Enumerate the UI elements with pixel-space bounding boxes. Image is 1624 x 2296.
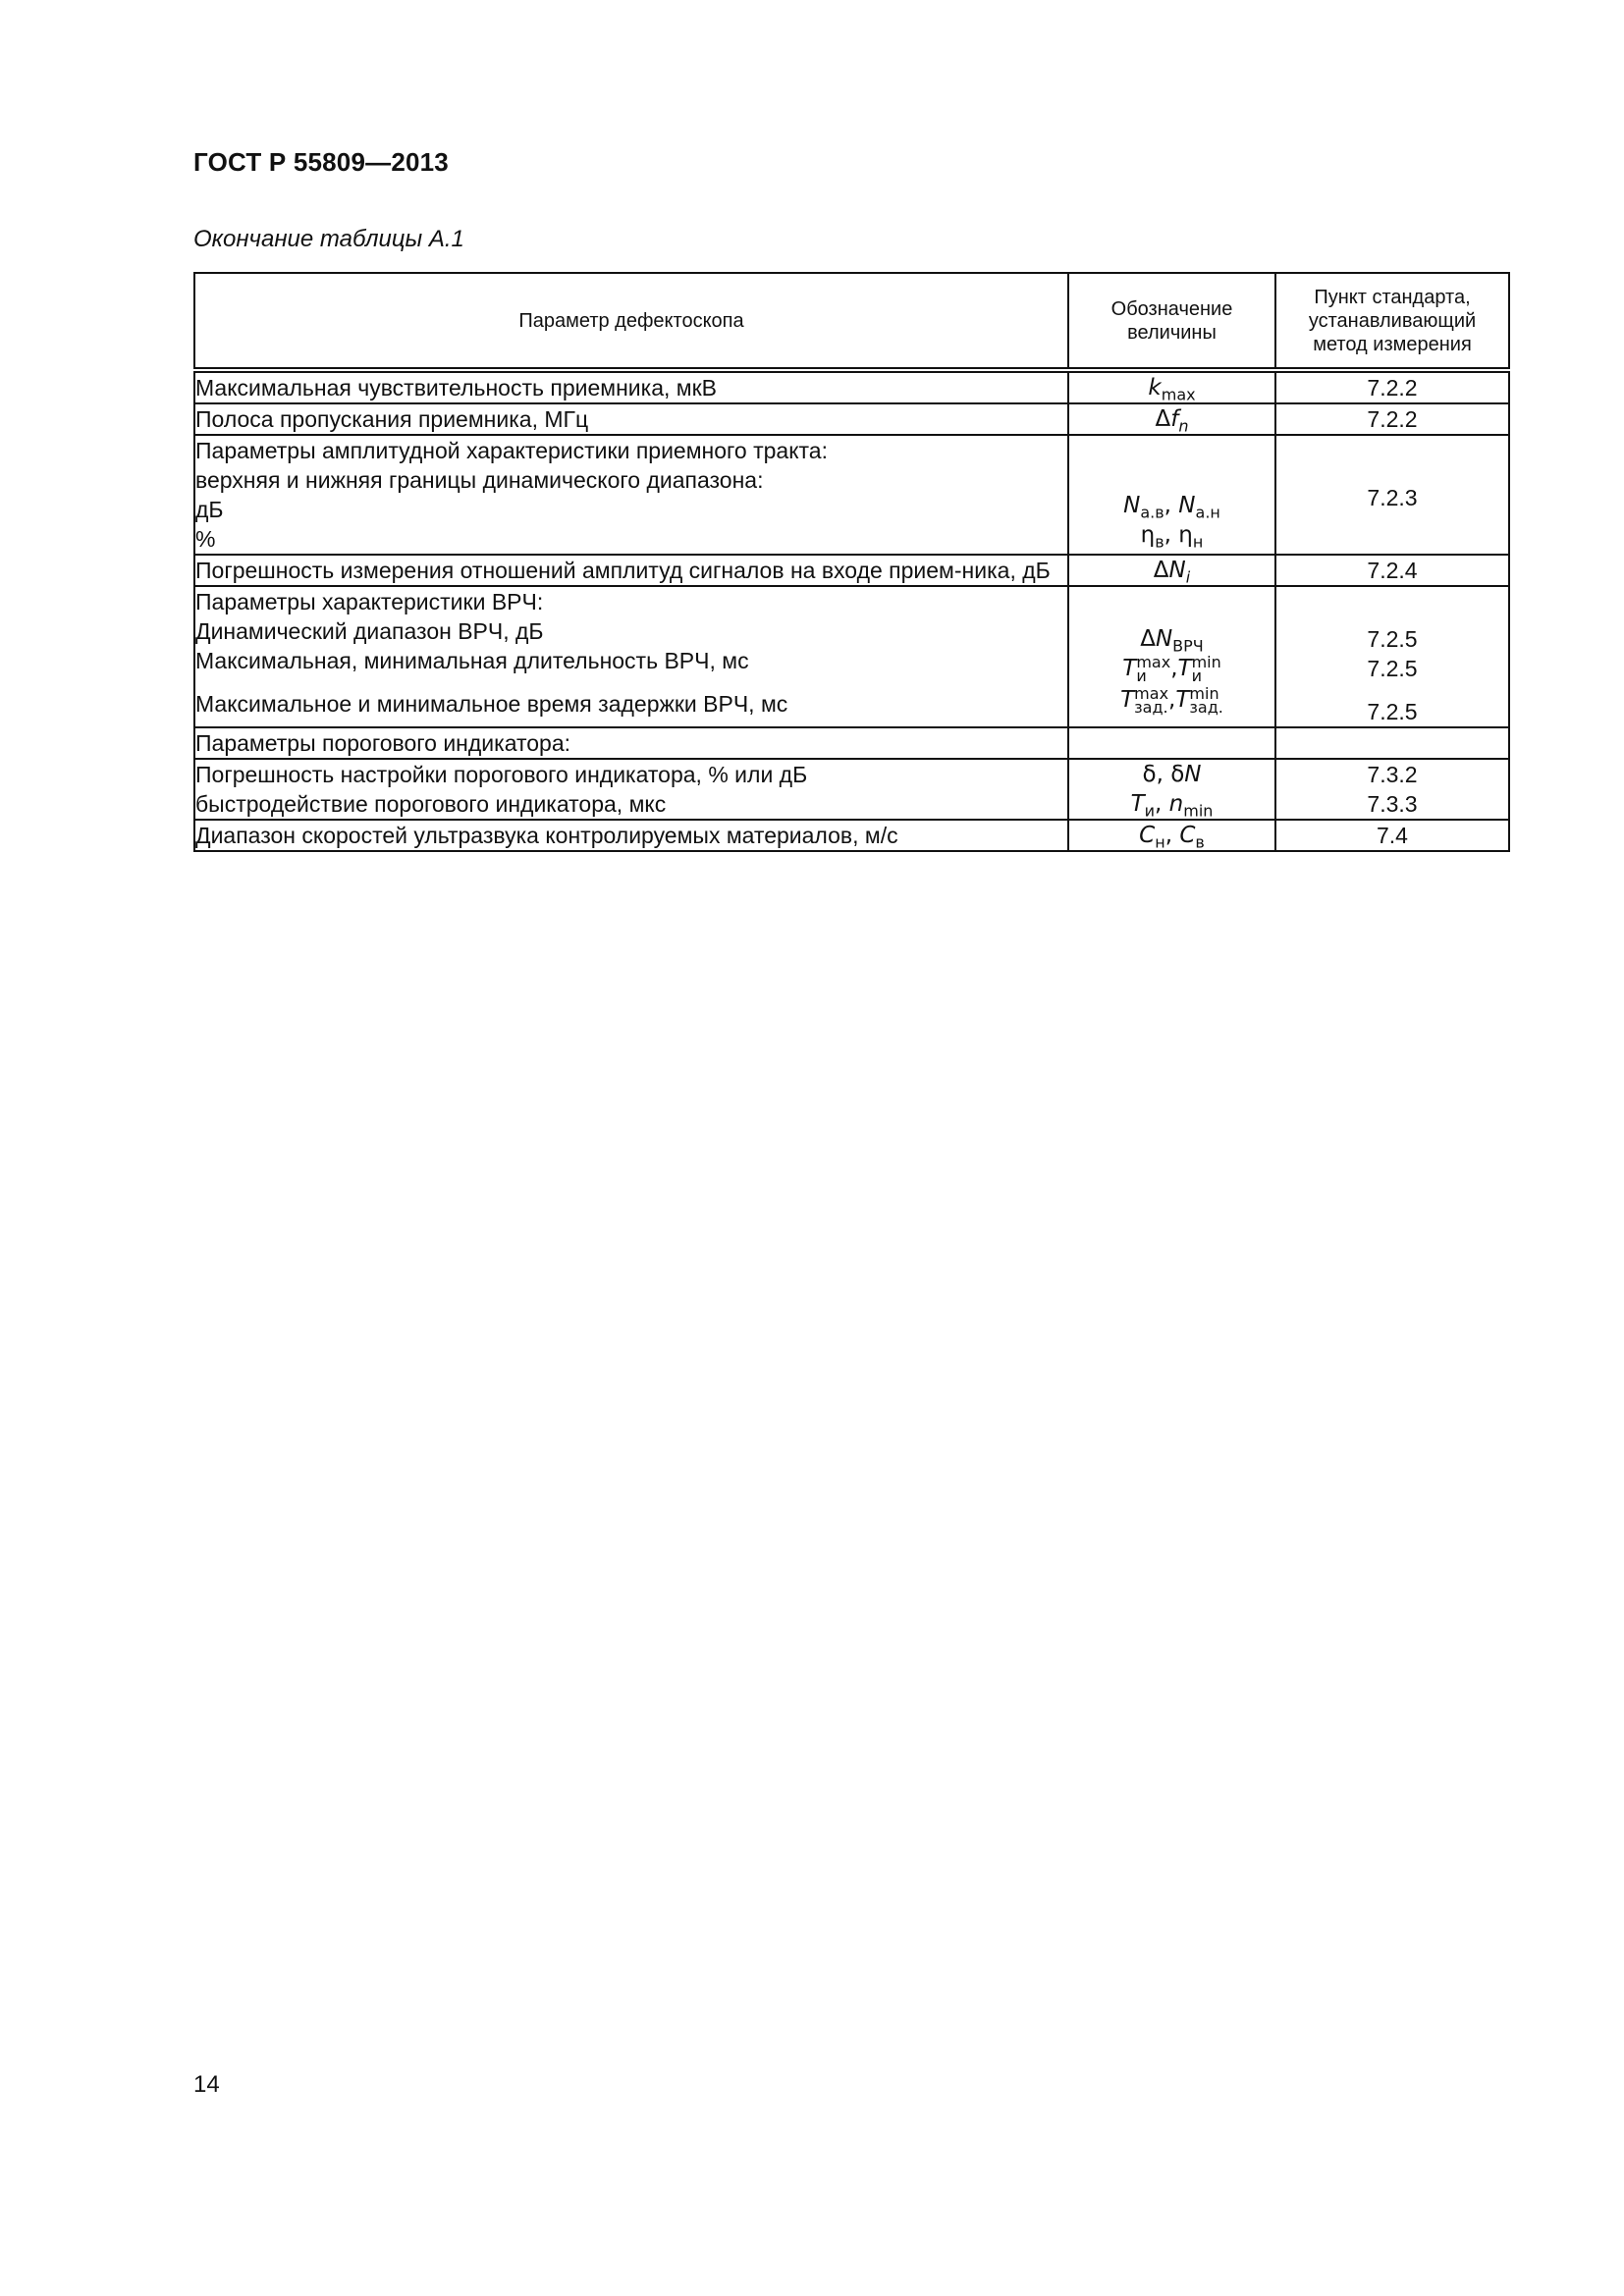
standard-cell xyxy=(1275,435,1509,555)
symbol-dfn: $\Delta f_n$ xyxy=(1155,406,1189,436)
param-line: Погрешность настройки порогового индикатора, % или дБ xyxy=(195,762,808,787)
ref-line: 7.2.3 xyxy=(1367,485,1418,510)
ref-line: 7.2.5 xyxy=(1367,656,1418,681)
ref-line: 7.3.2 xyxy=(1367,762,1418,787)
table-row xyxy=(194,727,1509,759)
param-cell xyxy=(194,403,1068,435)
standard-cell xyxy=(1275,555,1509,586)
param-line: верхняя и нижняя границы динамического диапазона: xyxy=(195,467,764,493)
param-cell xyxy=(194,435,1068,555)
table-row xyxy=(194,759,1509,820)
param-cell xyxy=(194,727,1068,759)
header-param: Параметр дефектоскопа xyxy=(194,273,1068,370)
symbol-cell xyxy=(1068,555,1275,586)
param-cell xyxy=(194,820,1068,851)
table-row xyxy=(194,435,1509,555)
table-row xyxy=(194,586,1509,727)
symbol-cell xyxy=(1068,820,1275,851)
param-line: быстродействие порогового индикатора, мкс xyxy=(195,791,667,817)
ref-line: 7.2.2 xyxy=(1367,406,1418,432)
symbol-ti-nmin: $T_и$, $n_{min}$ xyxy=(1130,791,1214,821)
ref-line: 7.2.5 xyxy=(1367,626,1418,652)
param-line: Максимальное и минимальное время задержки ВРЧ, мс xyxy=(195,691,788,717)
standard-cell xyxy=(1275,586,1509,727)
symbol-n-bounds: $N_{а.в}$, $N_{а.н}$ xyxy=(1123,493,1220,522)
ref-line: 7.2.2 xyxy=(1367,375,1418,400)
param-line: дБ xyxy=(195,497,224,522)
symbol-kmax: $k_{max}$ xyxy=(1148,375,1196,404)
param-cell xyxy=(194,370,1068,403)
table-row xyxy=(194,820,1509,851)
symbol-t-duration: T max и ,T min и xyxy=(1122,652,1221,685)
symbol-cell xyxy=(1068,370,1275,403)
param-line: Полоса пропускания приемника, МГц xyxy=(195,406,589,432)
symbol-eta-bounds: $\eta_в$, $\eta_н$ xyxy=(1140,522,1204,552)
document-code: ГОСТ Р 55809—2013 xyxy=(193,147,449,177)
header-symbol: Обозначение величины xyxy=(1068,273,1275,370)
table-row xyxy=(194,403,1509,435)
symbol-cell xyxy=(1068,727,1275,759)
standard-cell xyxy=(1275,727,1509,759)
table-header-row xyxy=(194,273,1509,370)
param-line: Максимальная, минимальная длительность ВРЧ, мс xyxy=(195,648,749,673)
param-line: % xyxy=(195,526,216,552)
param-line: Динамический диапазон ВРЧ, дБ xyxy=(195,618,544,644)
symbol-cell xyxy=(1068,759,1275,820)
header-standard: Пункт стандарта, устанавливающий метод измерения xyxy=(1275,273,1509,370)
param-line: Погрешность измерения отношений амплитуд сигналов на входе прием-ника, дБ xyxy=(195,558,1051,583)
symbol-dni: $\Delta N_i$ xyxy=(1153,558,1191,587)
ref-line: 7.2.5 xyxy=(1367,699,1418,724)
param-cell xyxy=(194,759,1068,820)
ref-line: 7.3.3 xyxy=(1367,791,1418,817)
param-line: Параметры амплитудной характеристики приемного тракта: xyxy=(195,438,828,463)
param-cell xyxy=(194,586,1068,727)
symbol-cell xyxy=(1068,435,1275,555)
symbol-dnvrch: $\Delta N_{ВРЧ}$ xyxy=(1140,626,1204,656)
symbol-t-delay: T max зад. ,T min зад. xyxy=(1120,683,1223,717)
table-row xyxy=(194,555,1509,586)
param-line: Параметры порогового индикатора: xyxy=(195,730,571,756)
param-line: Диапазон скоростей ультразвука контролируемых материалов, м/с xyxy=(195,823,898,848)
symbol-delta: δ, δN xyxy=(1142,762,1202,787)
standard-cell xyxy=(1275,403,1509,435)
standard-cell xyxy=(1275,759,1509,820)
param-line: Максимальная чувствительность приемника, мкВ xyxy=(195,375,717,400)
standard-cell xyxy=(1275,370,1509,403)
parameters-table xyxy=(193,272,1510,852)
param-cell xyxy=(194,555,1068,586)
table-caption: Окончание таблицы А.1 xyxy=(193,226,464,252)
standard-cell xyxy=(1275,820,1509,851)
page-number: 14 xyxy=(193,2071,220,2098)
symbol-c-range: $C_н$, $C_в$ xyxy=(1139,823,1205,852)
symbol-cell xyxy=(1068,586,1275,727)
symbol-cell xyxy=(1068,403,1275,435)
ref-line: 7.2.4 xyxy=(1367,558,1418,583)
param-line: Параметры характеристики ВРЧ: xyxy=(195,589,544,614)
table-row xyxy=(194,370,1509,403)
ref-line: 7.4 xyxy=(1377,823,1408,848)
